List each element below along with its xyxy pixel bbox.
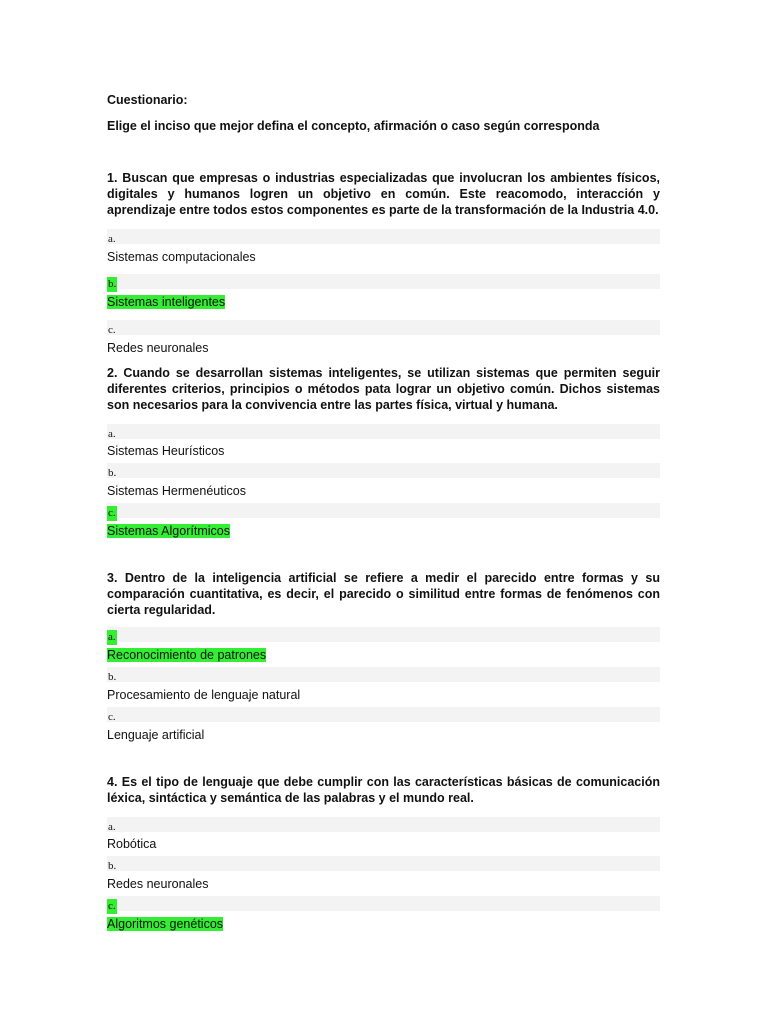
question-4-option-c-letter: c. bbox=[108, 900, 116, 912]
question-2-option-b-row bbox=[107, 463, 660, 478]
question-2-option-a-row bbox=[107, 424, 660, 439]
question-2-option-a-letter: a. bbox=[108, 428, 116, 440]
question-4-option-b-text bbox=[107, 876, 208, 892]
question-1-option-c-label: Redes neuronales bbox=[107, 341, 209, 355]
question-4-text: 4. Es el tipo de lenguaje que debe cumplir con las características básicas de comunicación léxica, sintáctica y semántica de las palabras y el mundo real. bbox=[107, 775, 660, 805]
question-2-option-c-letter: c. bbox=[108, 507, 116, 519]
question-1-option-a-label: Sistemas computacionales bbox=[107, 250, 256, 264]
document-instructions: Elige el inciso que mejor defina el concepto, afirmación o caso según corresponda bbox=[107, 119, 600, 133]
question-4-option-a-text bbox=[107, 836, 156, 852]
question-2-option-b-label: Sistemas Hermenéuticos bbox=[107, 484, 246, 498]
question-1-option-b-letter: b. bbox=[108, 278, 117, 290]
document-title: Cuestionario: bbox=[107, 93, 188, 107]
question-3-option-b-letter: b. bbox=[108, 671, 117, 683]
question-1-option-b-label: Sistemas inteligentes bbox=[107, 295, 226, 309]
question-1-option-b-text bbox=[107, 294, 225, 310]
question-3-option-a-text bbox=[107, 647, 266, 663]
question-2-option-b-letter: b. bbox=[108, 467, 117, 479]
question-3-text: 3. Dentro de la inteligencia artificial se refiere a medir el parecido entre formas y su comparación cuantitativa, es decir, el parecido o similitud entre formas de fenómenos con cierta regularidad. bbox=[107, 571, 660, 617]
question-2-option-c-text bbox=[107, 523, 230, 539]
question-3-option-b-text bbox=[107, 687, 300, 703]
question-2-option-b-text bbox=[107, 483, 246, 499]
question-4-option-b-letter: b. bbox=[108, 860, 117, 872]
question-3-option-a-row bbox=[107, 627, 660, 642]
question-1-option-a-text bbox=[107, 249, 256, 265]
question-4-option-b-label: Redes neuronales bbox=[107, 877, 209, 891]
question-4-option-c-text bbox=[107, 916, 223, 932]
question-3-option-b-label: Procesamiento de lenguaje natural bbox=[107, 688, 301, 702]
question-4-option-a-label: Robótica bbox=[107, 837, 157, 851]
question-4-option-c-label: Algoritmos genéticos bbox=[107, 917, 224, 931]
question-3-option-c-text bbox=[107, 727, 204, 743]
question-4-option-a-row bbox=[107, 817, 660, 832]
question-2-option-c-label: Sistemas Algorítmicos bbox=[107, 524, 230, 538]
question-1-option-b-row bbox=[107, 274, 660, 289]
question-4-option-c-row bbox=[107, 896, 660, 911]
question-3-option-a-label: Reconocimiento de patrones bbox=[107, 648, 267, 662]
question-4-option-a-letter: a. bbox=[108, 821, 116, 833]
question-2-option-a-text bbox=[107, 443, 224, 459]
question-2-option-c-row bbox=[107, 503, 660, 518]
question-3-option-c-label: Lenguaje artificial bbox=[107, 728, 205, 742]
question-4-option-b-row bbox=[107, 856, 660, 871]
question-1-option-c-text bbox=[107, 340, 208, 356]
question-1-option-a-row bbox=[107, 229, 660, 244]
question-3-option-b-row bbox=[107, 667, 660, 682]
question-3-option-c-letter: c. bbox=[108, 711, 116, 723]
question-2-text: 2. Cuando se desarrollan sistemas inteligentes, se utilizan sistemas que permiten seguir diferentes criterios, principios o métodos pata lograr un objetivo común. Dichos sistemas son necesarios para la convivencia entre las partes física, virtual y humana. bbox=[107, 366, 660, 412]
question-3-option-a-letter: a. bbox=[108, 631, 116, 643]
question-1-option-c-row bbox=[107, 320, 660, 335]
question-3-option-c-row bbox=[107, 707, 660, 722]
question-1-text: 1. Buscan que empresas o industrias especializadas que involucran los ambientes físicos, digitales y humanos logren un objetivo en común. Este reacomodo, interacción y aprendizaje entre todos estos componentes es parte de la transformación de la Industria 4.0. bbox=[107, 171, 660, 217]
question-2-option-a-label: Sistemas Heurísticos bbox=[107, 444, 225, 458]
question-1-option-a-letter: a. bbox=[108, 233, 116, 245]
question-1-option-c-letter: c. bbox=[108, 324, 116, 336]
